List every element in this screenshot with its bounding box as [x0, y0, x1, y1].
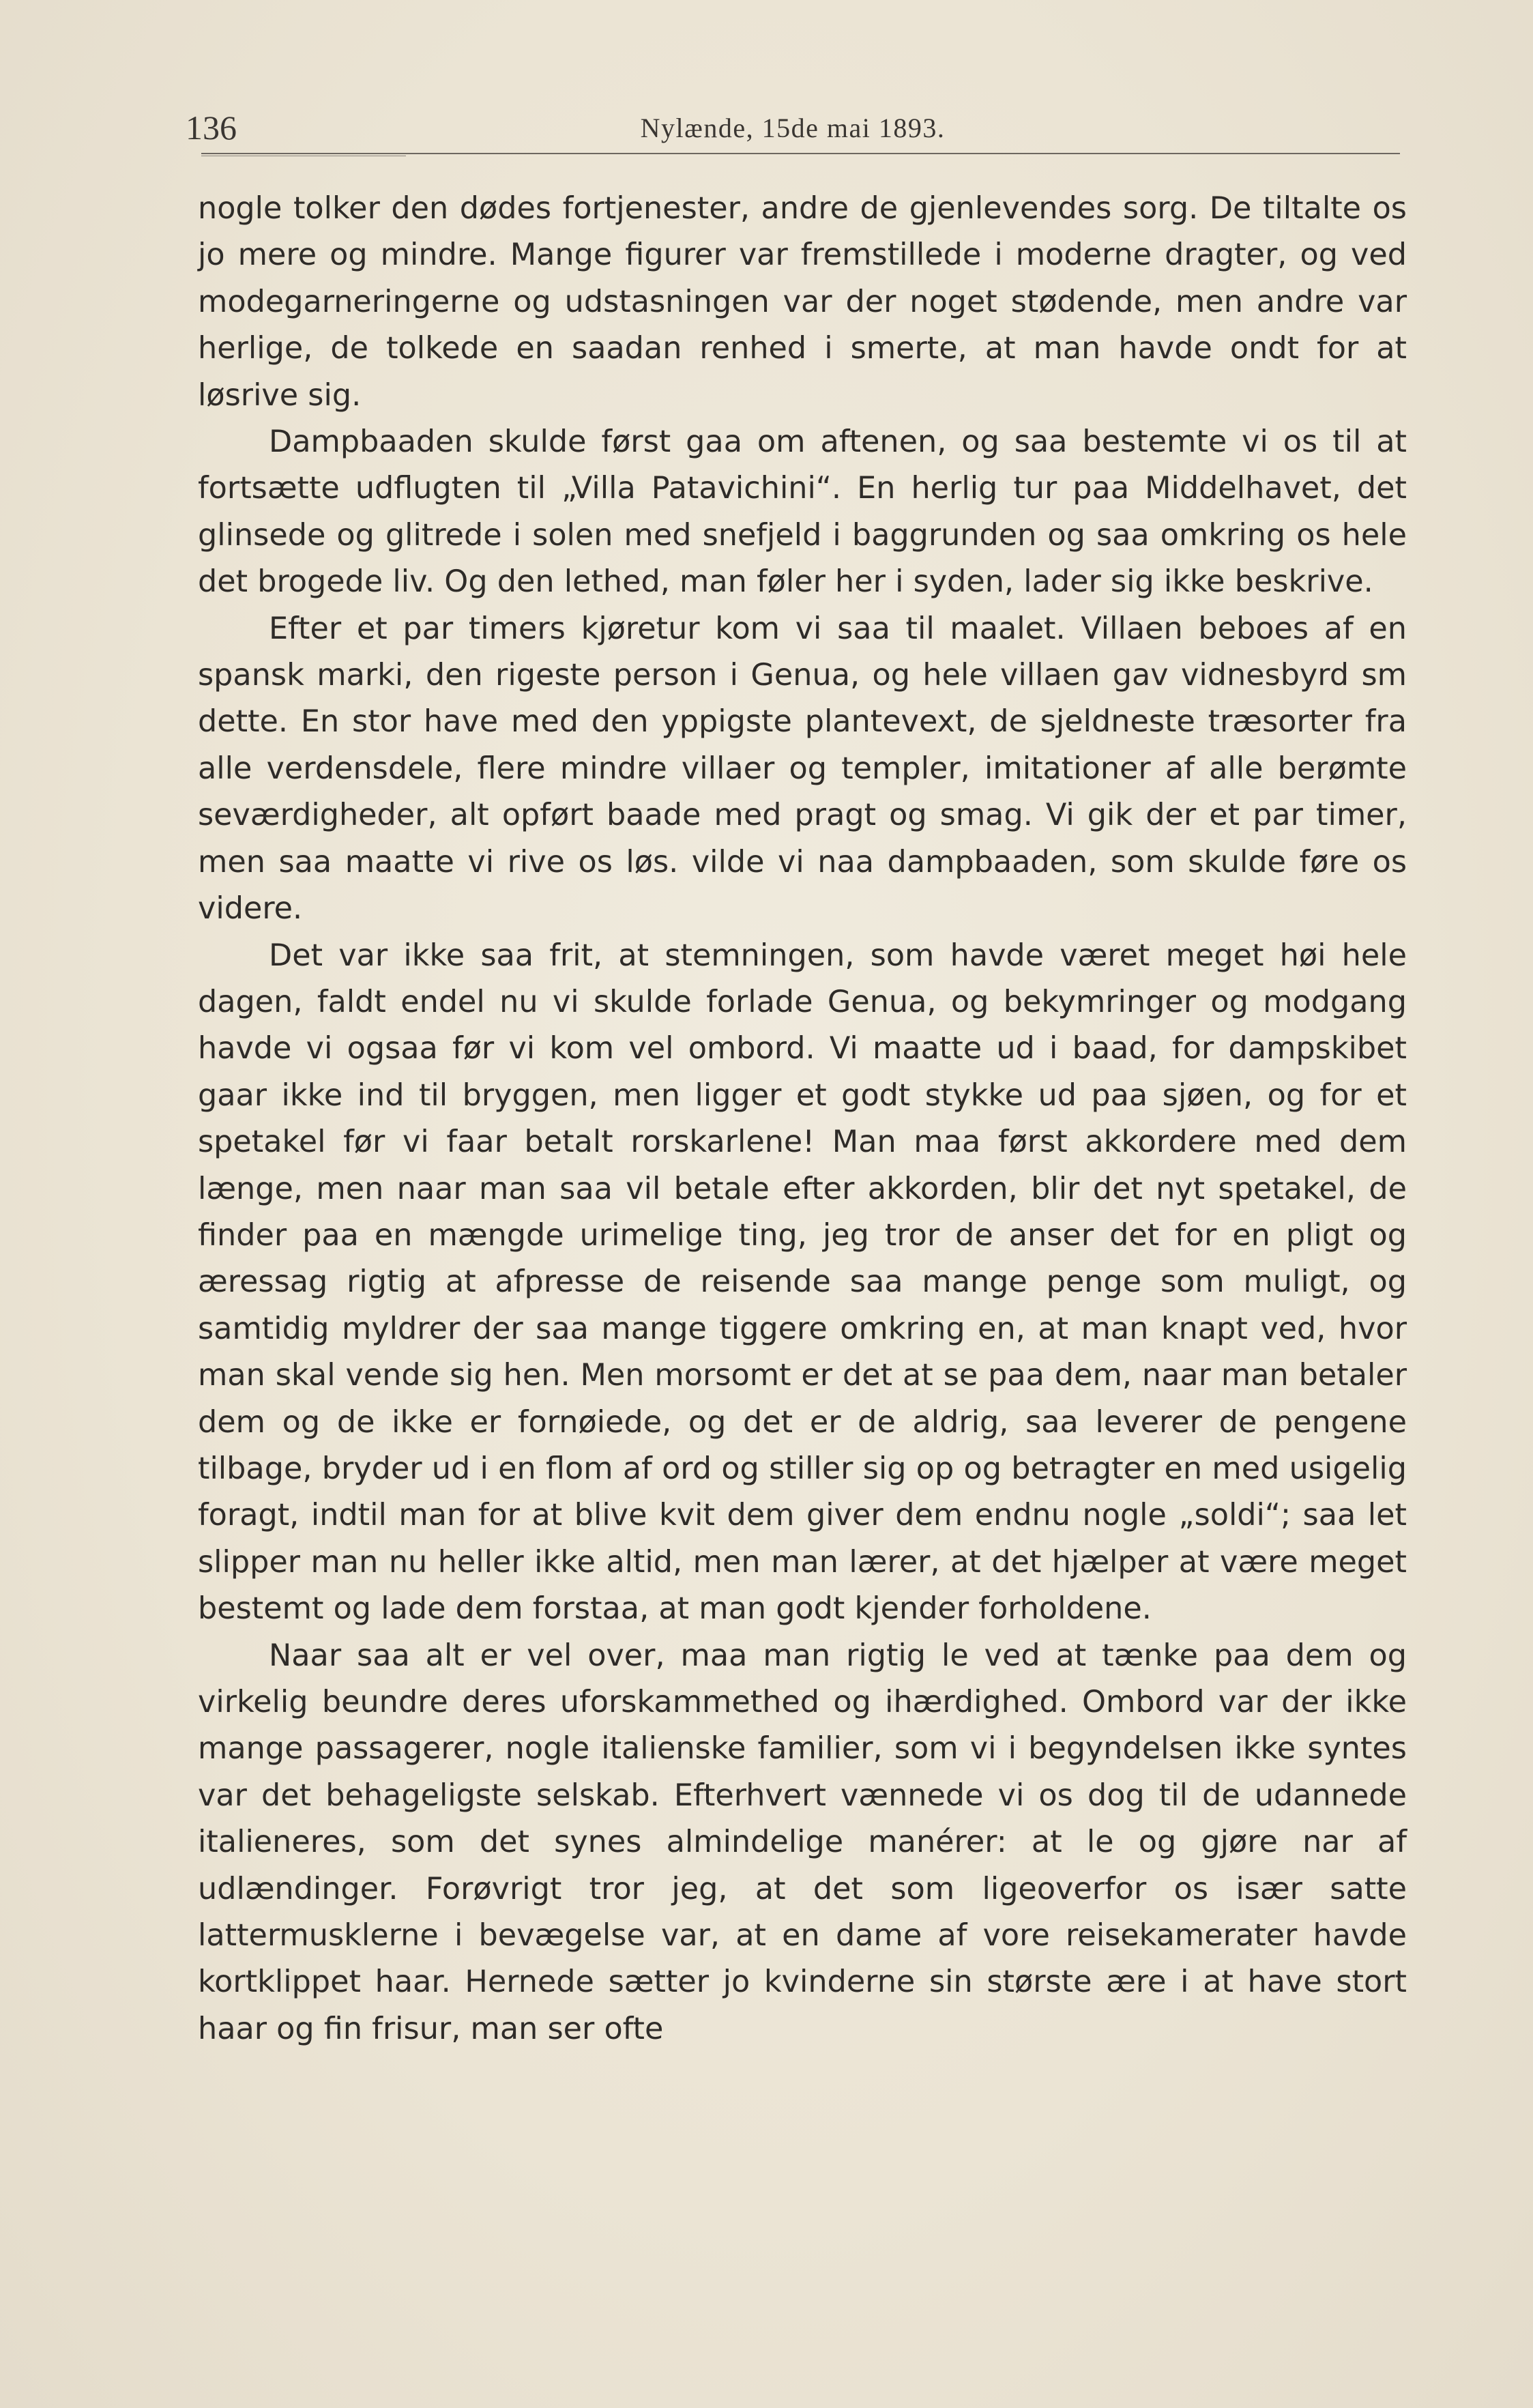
body-text	[198, 186, 1407, 2052]
paragraph: Naar saa alt er vel over, maa man rigtig le ved at tænke paa dem og virkelig beundre deres uforskammethed og ihærdighed. Ombord var der ikke mange passagerer, nogle italienske familier, som vi i begyndelsen ikke syntes var det behageligste selskab. Efterhvert vænnede vi os dog til de udannede italieneres, som det synes almindelige manérer: at le og gjøre nar af udlændinger. Forøvrigt tror jeg, at det som ligeoverfor os især satte lattermusklerne i bevægelse var, at en dame af vore reisekamerater havde kortklippet haar. Hernede sætter jo kvinderne sin største ære i at have stort haar og fin frisur, man ser ofte	[198, 1638, 1407, 2046]
paragraph: nogle tolker den dødes fortjenester, andre de gjenlevendes sorg. De tiltalte os jo mere og mindre. Mange figurer var fremstillede i moderne dragter, og ved modegarneringerne og udstasningen var der noget stødende, men andre var herlige, de tolkede en saadan renhed i smerte, at man havde ondt for at løsrive sig.	[198, 191, 1407, 413]
running-head: Nylænde, 15de mai 1893.	[640, 113, 946, 143]
page-header	[186, 102, 1400, 157]
paragraph: Efter et par timers kjøretur kom vi saa til maalet. Villaen beboes af en spansk marki, den rigeste person i Genua, og hele villaen gav vidnesbyrd sm dette. En stor have med den yppigste plantevext, de sjeldneste træsorter fra alle verdensdele, flere mindre villaer og templer, imitationer af alle berømte seværdigheder, alt opført baade med pragt og smag. Vi gik der et par timer, men saa maatte vi rive os løs. vilde vi naa dampbaaden, som skulde føre os videre.	[198, 611, 1407, 927]
header-rule	[201, 153, 1400, 154]
paragraph: Det var ikke saa frit, at stemningen, som havde været meget høi hele dagen, faldt endel nu vi skulde forlade Genua, og bekymringer og modgang havde vi ogsaa før vi kom vel ombord. Vi maatte ud i baad, for dampskibet gaar ikke ind til bryggen, men ligger et godt stykke ud paa sjøen, og for et spetakel før vi faar betalt rorskarlene! Man maa først akkordere med dem længe, men naar man saa vil betale efter akkorden, blir det nyt spetakel, de finder paa en mængde urimelige ting, jeg tror de anser det for en pligt og æressag rigtig at afpresse de reisende saa mange penge som muligt, og samtidig myldrer der saa mange tiggere omkring en, at man knapt ved, hvor man skal vende sig hen. Men morsomt er det at se paa dem, naar man betaler dem og de ikke er fornøiede, og det er de aldrig, saa leverer de pengene tilbage, bryder ud i en flom af ord og stiller sig op og betragter en med usigelig foragt, indtil man for at blive kvit dem giver dem endnu nogle „soldi“; saa let slipper man nu heller ikke altid, men man lærer, at det hjælper at være meget bestemt og lade dem forstaa, at man godt kjender forholdene.	[198, 938, 1407, 1627]
paragraph: Dampbaaden skulde først gaa om aftenen, og saa bestemte vi os til at fortsætte udflugten til „Villa Patavichini“. En herlig tur paa Middelhavet, det glinsede og glitrede i solen med snefjeld i baggrunden og saa omkring os hele det brogede liv. Og den lethed, man føler her i syden, lader sig ikke beskrive.	[198, 424, 1407, 600]
page-number: 136	[186, 108, 237, 147]
